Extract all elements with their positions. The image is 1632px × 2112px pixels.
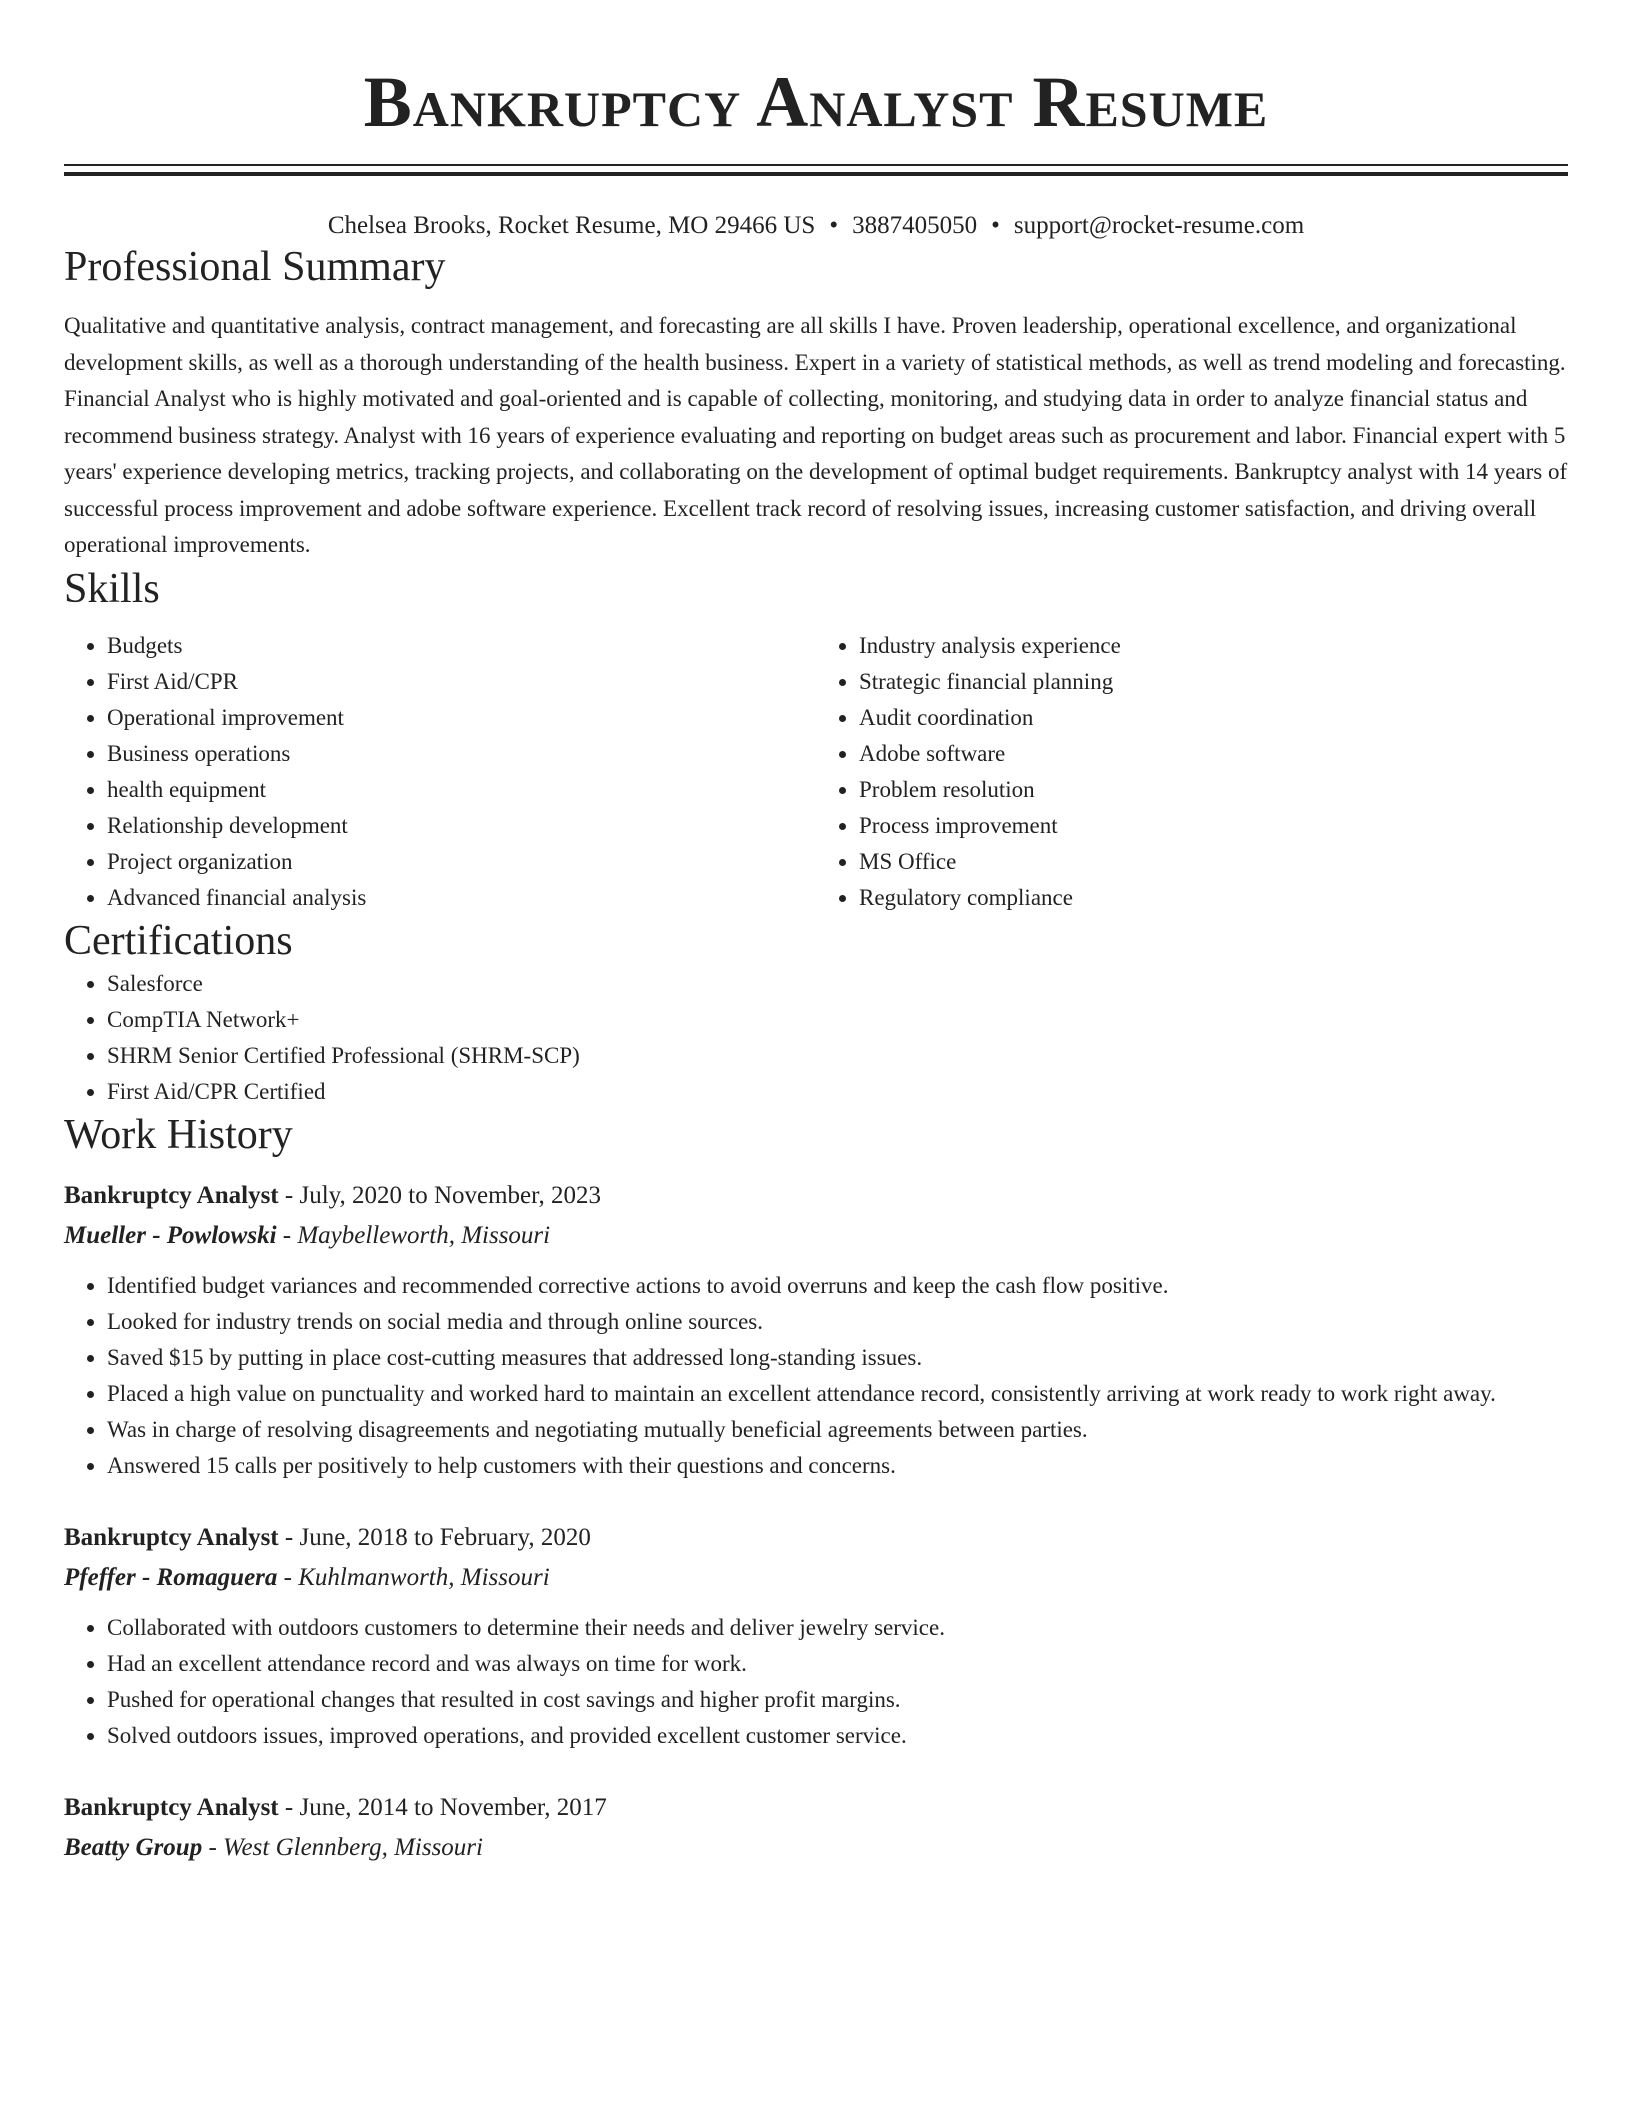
contact-phone: 3887405050 xyxy=(852,212,978,239)
job-entry xyxy=(64,1788,1568,1868)
contact-line xyxy=(64,210,1568,242)
skills-grid xyxy=(64,628,1568,916)
job-title-line xyxy=(64,1518,1568,1558)
skill-item: • Problem resolution xyxy=(859,772,1568,808)
certifications-list xyxy=(64,966,1568,1110)
job-entry xyxy=(64,1518,1568,1754)
contact-address: Chelsea Brooks, Rocket Resume, MO 29466 US xyxy=(327,212,816,239)
work-history-heading: Work History xyxy=(64,1111,293,1158)
job-company-line xyxy=(64,1216,1568,1256)
job-bullet: • Placed a high value on punctuality and worked hard to maintain an excellent attendance record, consistently arriving at work ready to work right away. xyxy=(107,1376,1568,1412)
title-rule-thick xyxy=(64,172,1568,176)
job-bullet: • Had an excellent attendance record and was always on time for work. xyxy=(107,1646,1568,1682)
job-bullet: • Saved $15 by putting in place cost-cutting measures that addressed long-standing issues. xyxy=(107,1340,1568,1376)
skill-item: • Budgets xyxy=(107,628,816,664)
job-title: Bankruptcy Analyst xyxy=(64,1793,279,1821)
resume-page xyxy=(64,0,1568,1868)
certification-item: • First Aid/CPR Certified xyxy=(107,1074,1568,1110)
job-bullet: • Looked for industry trends on social media and through online sources. xyxy=(107,1304,1568,1340)
job-bullet: • Was in charge of resolving disagreements and negotiating mutually beneficial agreements between parties. xyxy=(107,1412,1568,1448)
skill-item: • Audit coordination xyxy=(859,700,1568,736)
job-title-line xyxy=(64,1176,1568,1216)
skill-item: • MS Office xyxy=(859,844,1568,880)
skill-item: • Relationship development xyxy=(107,808,816,844)
resume-title: Bankruptcy Analyst Resume xyxy=(363,62,1269,142)
job-company: Beatty Group xyxy=(64,1833,203,1861)
job-bullet: • Identified budget variances and recommended corrective actions to avoid overruns and keep the cash flow positive. xyxy=(107,1268,1568,1304)
job-bullet: • Collaborated with outdoors customers to determine their needs and deliver jewelry service. xyxy=(107,1610,1568,1646)
skills-heading: Skills xyxy=(64,565,160,612)
job-bullets xyxy=(64,1610,1568,1754)
job-company: Pfeffer - Romaguera xyxy=(64,1563,278,1591)
certification-item: • SHRM Senior Certified Professional (SHRM-SCP) xyxy=(107,1038,1568,1074)
certification-item: • Salesforce xyxy=(107,966,1568,1002)
title-rule-thin xyxy=(64,164,1568,166)
job-title: Bankruptcy Analyst xyxy=(64,1181,279,1209)
job-location: - West Glennberg, Missouri xyxy=(202,1833,483,1861)
skill-item: • Operational improvement xyxy=(107,700,816,736)
job-dates: - July, 2020 to November, 2023 xyxy=(278,1181,601,1209)
job-dates: - June, 2014 to November, 2017 xyxy=(278,1793,607,1821)
job-title-line xyxy=(64,1788,1568,1828)
job-bullet: • Pushed for operational changes that resulted in cost savings and higher profit margins. xyxy=(107,1682,1568,1718)
summary-text: Qualitative and quantitative analysis, contract management, and forecasting are all skills I have. Proven leadership, operational excellence, and organizational development skills, as well as a thorough understanding of the health business. Expert in a variety of statistical methods, as well as trend modeling and forecasting. Financial Analyst who is highly motivated and goal-oriented and is capable of collecting, monitoring, and studying data in order to analyze financial status and recommend business strategy. Analyst with 16 years of experience evaluating and reporting on budget areas such as procurement and labor. Financial expert with 5 years' experience developing metrics, tracking projects, and collaborating on the development of optimal budget requirements. Bankruptcy analyst with 14 years of successful process improvement and adobe software experience. Excellent track record of resolving issues, increasing customer satisfaction, and driving overall operational improvements. xyxy=(64,313,1568,557)
skills-column-right xyxy=(816,628,1568,916)
job-bullet: • Answered 15 calls per positively to help customers with their questions and concerns. xyxy=(107,1448,1568,1484)
skill-item: • Project organization xyxy=(107,844,816,880)
skill-item: • Regulatory compliance xyxy=(859,880,1568,916)
contact-separator: • xyxy=(829,212,839,239)
job-company-line xyxy=(64,1828,1568,1868)
summary-heading: Professional Summary xyxy=(64,244,446,290)
skills-column-left xyxy=(64,628,816,916)
skill-item: • Advanced financial analysis xyxy=(107,880,816,916)
job-company: Mueller - Powlowski xyxy=(64,1221,277,1249)
job-company-line xyxy=(64,1558,1568,1598)
skill-item: • health equipment xyxy=(107,772,816,808)
job-location: - Kuhlmanworth, Missouri xyxy=(277,1563,550,1591)
job-dates: - June, 2018 to February, 2020 xyxy=(278,1523,591,1551)
skill-item: • First Aid/CPR xyxy=(107,664,816,700)
contact-email: support@rocket-resume.com xyxy=(1013,212,1305,239)
skill-item: • Strategic financial planning xyxy=(859,664,1568,700)
skill-item: • Business operations xyxy=(107,736,816,772)
job-entry xyxy=(64,1176,1568,1484)
certifications-heading: Certifications xyxy=(64,917,293,964)
job-location: - Maybelleworth, Missouri xyxy=(276,1221,551,1249)
skill-item: • Industry analysis experience xyxy=(859,628,1568,664)
contact-separator: • xyxy=(991,212,1000,239)
skill-item: • Process improvement xyxy=(859,808,1568,844)
job-bullets xyxy=(64,1268,1568,1484)
certification-item: • CompTIA Network+ xyxy=(107,1002,1568,1038)
job-bullet: • Solved outdoors issues, improved operations, and provided excellent customer service. xyxy=(107,1718,1568,1754)
skill-item: • Adobe software xyxy=(859,736,1568,772)
job-title: Bankruptcy Analyst xyxy=(64,1523,279,1551)
